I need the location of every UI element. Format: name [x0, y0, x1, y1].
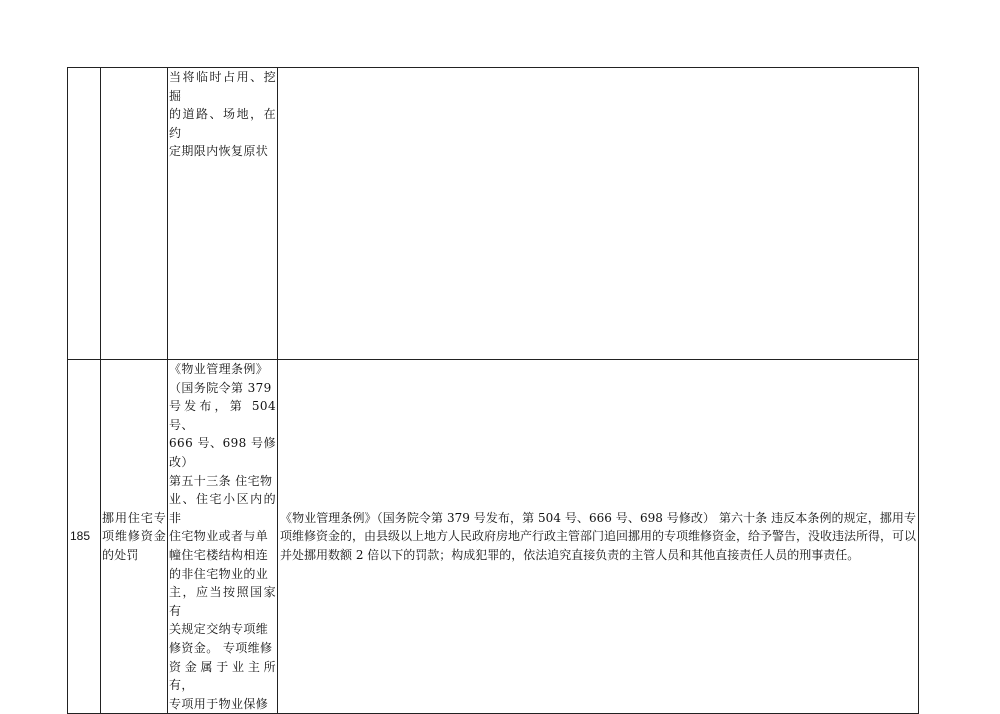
- penalty-table: [67, 67, 919, 714]
- penalty-text-cell: [278, 68, 919, 360]
- row-number-cell: 185: [68, 360, 101, 714]
- table-row-185: [68, 360, 919, 714]
- table-row-continued: [68, 68, 919, 360]
- legal-basis-text: 《物业管理条例》 （国务院令第 379 号发布，第 504 号、 666 号、698 号修改） 第五十三条 住宅物 业、住宅小区内的非 住宅物业或者与单 幢住宅楼结构相连 的非住宅物业的业 主，应当按照国家有 关规定交纳专项维 修资金。 专项维修 资金属于业主所有， 专项用于物业保修: [169, 362, 276, 711]
- legal-basis-cell: [168, 360, 278, 714]
- penalty-text-cell: 《物业管理条例》（国务院令第 379 号发布，第 504 号、666 号、698 号修改） 第六十条 违反本条例的规定，挪用专项维修资金的，由县级以上地方人民政府房地产行政主管部门追回挪用的专项维修资金，给予警告，没收违法所得，可以并处挪用数额 2 倍以下的罚款；构成犯罪的，依法追究直接负责的主管人员和其他直接责任人员的刑事责任。: [278, 360, 919, 714]
- item-name-cell: [101, 68, 168, 360]
- row-number-cell: [68, 68, 101, 360]
- legal-basis-text: 当将临时占用、挖掘 的道路、场地，在约 定期限内恢复原状: [169, 70, 276, 159]
- item-name-cell: 挪用住宅专项维修资金的处罚: [101, 360, 168, 714]
- legal-basis-cell: [168, 68, 278, 360]
